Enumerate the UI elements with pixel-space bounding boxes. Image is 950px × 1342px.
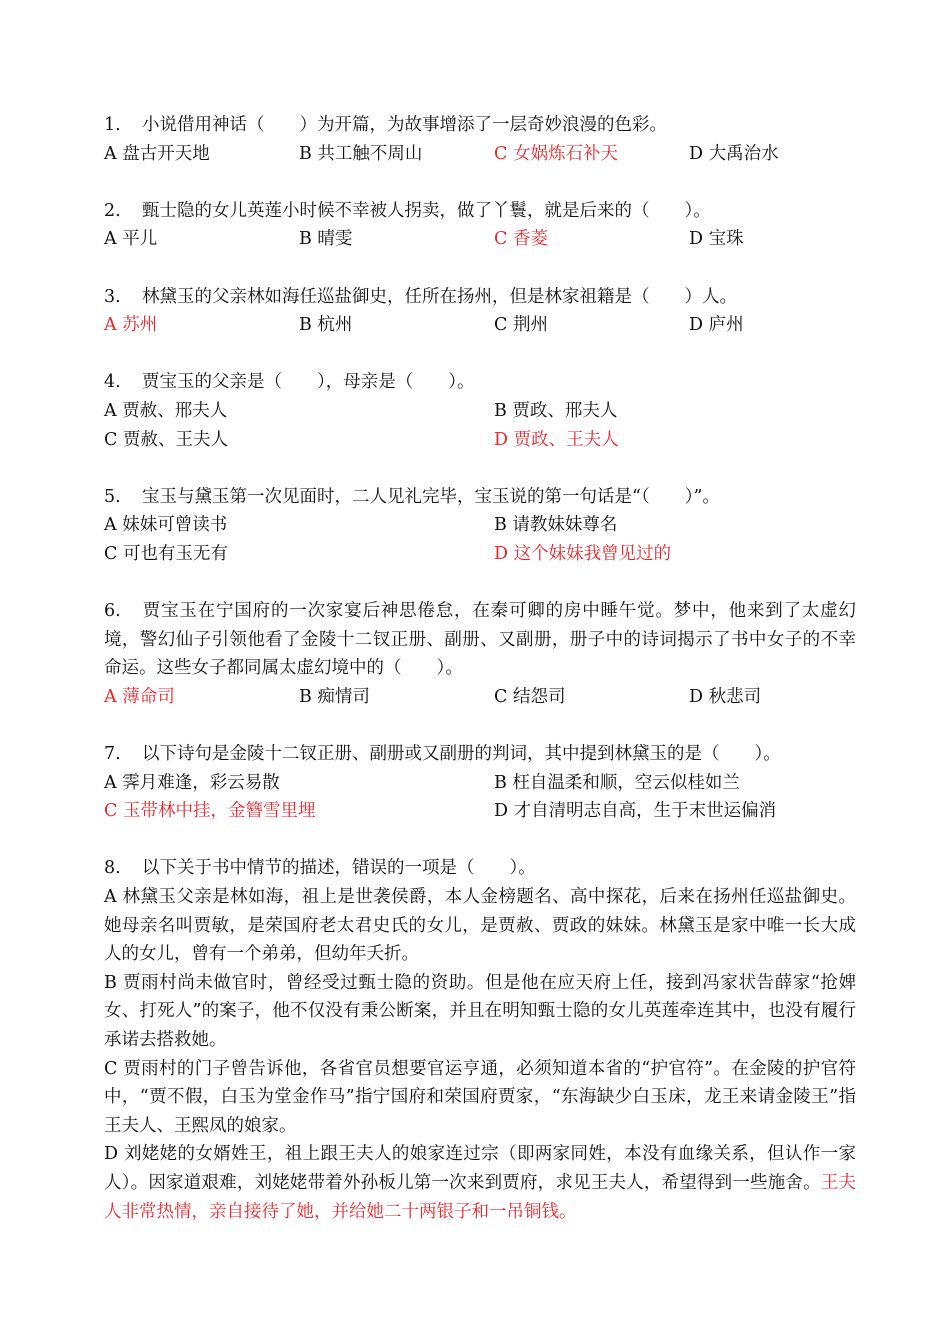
options-row [104,683,856,712]
question-1 [104,111,856,168]
question-5 [104,483,856,569]
option-c-answer: C 女娲炼石补天 [494,143,618,164]
option-a: A 贾赦、邢夫人 [104,400,228,421]
question-number: 8. [104,858,121,879]
question-stem [104,111,856,140]
option-d-paragraph [104,1140,856,1226]
option-a: A 霁月难逢，彩云易散 [104,772,280,793]
option-c: C 贾赦、王夫人 [104,429,228,450]
option-a-answer: A 薄命司 [104,686,175,707]
option-d: D 才自清明志自高，生于末世运偏消 [494,801,777,822]
option-d: D 大禹治水 [689,143,779,164]
question-stem [104,368,856,397]
question-number: 1. [104,115,121,135]
option-d: D 宝珠 [689,229,744,250]
question-text: 甄士隐的女儿英莲小时候不幸被人拐卖，做了丫鬟，就是后来的（ ）。 [142,200,711,221]
option-d: D 庐州 [689,315,744,336]
option-b: B 枉自温柔和顺，空云似桂如兰 [494,772,740,793]
option-b: B 贾政、邢夫人 [494,400,618,421]
option-b: B 痴情司 [299,686,370,707]
option-d-answer: D 贾政、王夫人 [494,429,619,450]
option-a-answer: A 苏州 [104,315,158,336]
option-b: B 杭州 [299,315,353,336]
question-number: 2. [104,200,121,221]
option-a-paragraph: A 林黛玉父亲是林如海，祖上是世袭侯爵，本人金榜题名、高中探花，后来在扬州任巡盐御史。她母亲名叫贾敏，是荣国府老太君史氏的女儿，是贾赦、贾政的妹妹。林黛玉是家中唯一长大成人的女儿，曾有一个弟弟，但幼年夭折。 [104,887,856,965]
question-stem [104,483,856,512]
question-number: 3. [104,286,121,307]
question-7 [104,740,856,826]
option-a: A 平儿 [104,229,158,250]
question-stem [104,283,856,312]
option-c: C 结怨司 [494,686,566,707]
question-stem [104,197,856,226]
options-row [104,426,856,455]
option-d: D 秋悲司 [689,686,762,707]
option-d-answer: D 这个妹妹我曾见过的 [494,543,672,564]
options-row [104,140,856,169]
question-number: 7. [104,744,121,765]
question-4 [104,368,856,454]
question-text: 以下关于书中情节的描述，错误的一项是（ ）。 [142,858,536,879]
options-row [104,311,856,340]
question-text: 林黛玉的父亲林如海任巡盐御史，任所在扬州，但是林家祖籍是（ ）人。 [142,286,737,307]
quiz-page [104,111,856,1255]
option-d-text: D 刘姥姥的女婿姓王，祖上跟王夫人的娘家连过宗（即两家同姓，本没有血缘关系，但认作一家人）。因家道艰难，刘姥姥带着外孙板儿第一次来到贾府，求见王夫人，希望得到一些施舍。 [104,1144,856,1193]
option-c-paragraph: C 贾雨村的门子曾告诉他，各省官员想要官运亨通，必须知道本省的“护官符”。在金陵的护官符中，“贾不假，白玉为堂金作马”指宁国府和荣国府贾家，“东海缺少白玉床，龙王来请金陵王”指王夫人、王熙凤的娘家。 [104,1058,856,1136]
question-8 [104,854,856,1226]
option-a: A 盘古开天地 [104,143,210,164]
question-text: 以下诗句是金陵十二钗正册、副册或又副册的判词，其中提到林黛玉的是（ ）。 [142,744,781,765]
options-row [104,397,856,426]
question-stem [104,740,856,769]
question-text: 贾宝玉在宁国府的一次家宴后神思倦怠，在秦可卿的房中睡午觉。梦中，他来到了太虚幻境，警幻仙子引领他看了金陵十二钗正册、副册、又副册，册子中的诗词揭示了书中女子的不幸命运。这些女子都同属太虚幻境中的（ ）。 [104,601,856,679]
options-row [104,511,856,540]
option-c-answer: C 玉带林中挂，金簪雪里埋 [104,801,316,822]
options-row [104,225,856,254]
option-c-answer: C 香菱 [494,229,548,250]
options-row [104,797,856,826]
question-stem [104,854,856,883]
option-c: C 荆州 [494,315,548,336]
option-c: C 可也有玉无有 [104,543,228,564]
option-b-paragraph: B 贾雨村尚未做官时，曾经受过甄士隐的资助。但是他在应天府上任，接到冯家状告薛家“抢婢女、打死人”的案子，他不仅没有秉公断案，并且在明知甄士隐的女儿英莲牵连其中，也没有履行承诺去搭救她。 [104,972,856,1050]
option-b: B 晴雯 [299,229,353,250]
question-6 [104,597,856,711]
question-number: 4. [104,372,121,393]
option-b: B 共工触不周山 [299,143,423,164]
option-d-error-highlight: 王夫人非常热情，亲自接待了她，并给她二十两银子和一吊铜钱。 [104,1172,857,1222]
option-a: A 妹妹可曾读书 [104,515,228,536]
question-number: 5. [104,486,121,507]
question-text: 小说借用神话（ ）为开篇，为故事增添了一层奇妙浪漫的色彩。 [142,115,667,135]
question-text: 宝玉与黛玉第一次见面时，二人见礼完毕，宝玉说的第一句话是“（ ）”。 [142,486,720,507]
question-text: 贾宝玉的父亲是（ ），母亲是（ ）。 [142,372,475,393]
options-row [104,769,856,798]
question-2 [104,197,856,254]
options-row [104,540,856,569]
option-b: B 请教妹妹尊名 [494,515,618,536]
question-number: 6. [104,601,121,622]
question-3 [104,283,856,340]
question-stem [104,597,856,683]
